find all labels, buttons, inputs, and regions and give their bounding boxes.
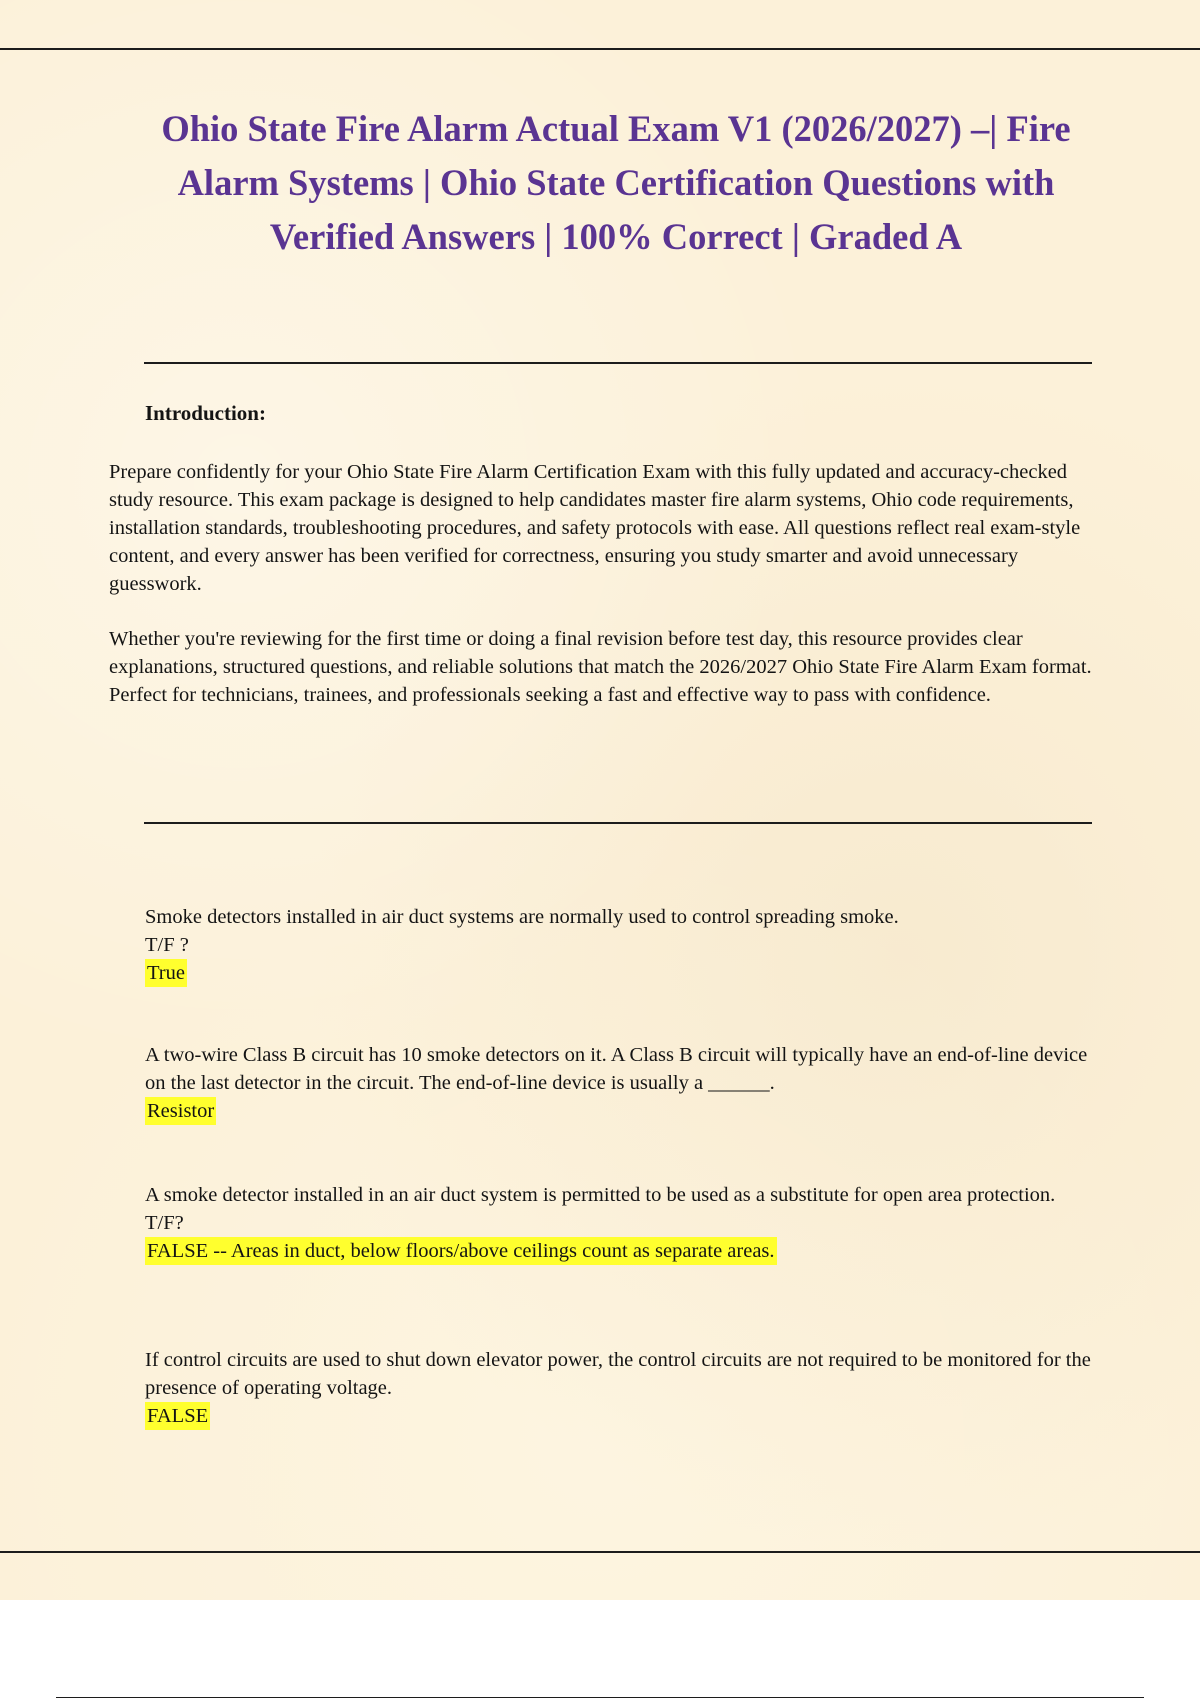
introduction-heading: Introduction: <box>145 401 266 425</box>
question-block-1 <box>145 903 1095 987</box>
question-block-4 <box>145 1346 1095 1430</box>
footer-divider <box>56 1697 1144 1698</box>
title-divider <box>144 362 1092 364</box>
answer-highlight: Resistor <box>145 1097 216 1125</box>
question-block-2 <box>145 1041 1095 1125</box>
question-block-3 <box>145 1181 1095 1265</box>
intro-divider <box>144 822 1092 824</box>
question-prompt: T/F ? <box>145 934 189 956</box>
question-text: A smoke detector installed in an air duct system is permitted to be used as a substitute for open area protection. <box>145 1184 1056 1206</box>
intro-paragraph-1: Prepare confidently for your Ohio State Fire Alarm Certification Exam with this fully updated and accuracy-checked study resource. This exam package is designed to help candidates master fire alarm systems, Ohio code requirements, installation standards, troubleshooting procedures, and safety protocols with ease. All questions reflect real exam-style content, and every answer has been verified for correctness, ensuring you study smarter and avoid unnecessary guesswork. <box>109 461 1081 595</box>
top-divider <box>0 48 1200 50</box>
answer-highlight: FALSE -- Areas in duct, below floors/above ceilings count as separate areas. <box>145 1237 777 1265</box>
question-text: A two-wire Class B circuit has 10 smoke detectors on it. A Class B circuit will typically have an end-of-line device on the last detector in the circuit. The end-of-line device is usually a ______. <box>145 1044 1088 1094</box>
question-text: Smoke detectors installed in air duct systems are normally used to control spreading smoke. <box>145 906 899 928</box>
bottom-divider <box>0 1551 1200 1553</box>
intro-paragraph-2: Whether you're reviewing for the first time or doing a final revision before test day, this resource provides clear explanations, structured questions, and reliable solutions that match the 2026/2027 Ohio State Fire Alarm Exam format. Perfect for technicians, trainees, and professionals seeking a fast and effective way to pass with confidence. <box>109 628 1092 706</box>
question-prompt: T/F? <box>145 1212 184 1234</box>
answer-highlight: FALSE <box>145 1402 210 1430</box>
answer-highlight: True <box>145 959 187 987</box>
question-text: If control circuits are used to shut down elevator power, the control circuits are not required to be monitored for the presence of operating voltage. <box>145 1349 1091 1399</box>
document-title: Ohio State Fire Alarm Actual Exam V1 (2026/2027) –| Fire Alarm Systems | Ohio State Certification Questions with Verified Answers | 100% Correct | Graded A <box>161 108 1071 257</box>
